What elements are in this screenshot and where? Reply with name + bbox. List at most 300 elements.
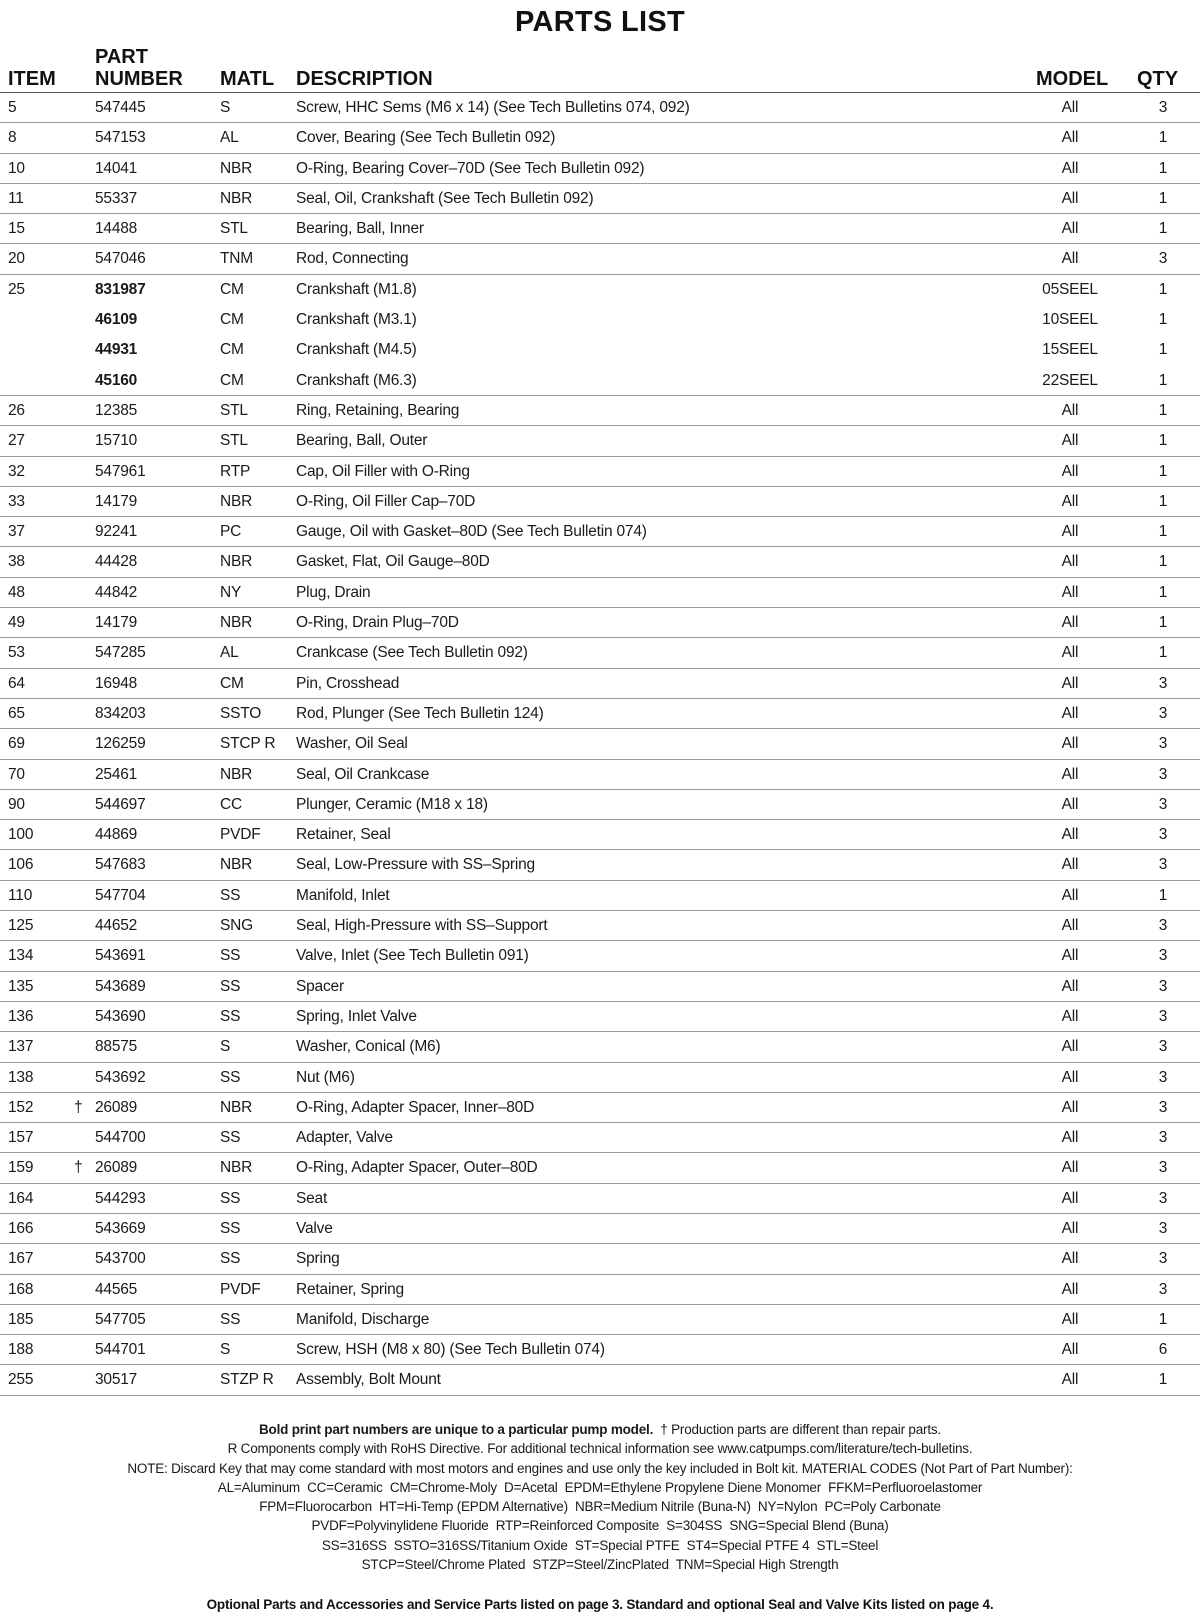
cell-qty: 3	[1158, 947, 1168, 965]
cell-description: Screw, HHC Sems (M6 x 14) (See Tech Bulletins 074, 092)	[296, 99, 690, 116]
cell-matl: S	[220, 1341, 231, 1359]
header-matl: MATL	[220, 68, 275, 90]
cell-qty: 1	[1158, 644, 1168, 662]
cell-part-number: 45160	[95, 371, 138, 389]
cell-item: 136	[8, 1007, 34, 1025]
table-row	[0, 1275, 1200, 1305]
cell-qty: 3	[1158, 795, 1168, 813]
cell-item: 110	[8, 886, 33, 904]
cell-qty: 1	[1158, 220, 1168, 238]
cell-part-number: 15710	[95, 432, 138, 450]
header-part-line1: PART	[95, 46, 148, 68]
cell-item: 168	[8, 1280, 34, 1298]
cell-description: Seal, Oil, Crankshaft (See Tech Bulletin 092)	[296, 189, 594, 207]
cell-qty: 1	[1158, 462, 1168, 480]
table-row	[0, 214, 1200, 244]
cell-matl: SS	[220, 1189, 241, 1207]
cell-model: All	[1061, 99, 1079, 116]
table-row	[0, 1153, 1200, 1183]
cell-item: 125	[8, 917, 34, 935]
cell-matl: NBR	[220, 189, 253, 207]
cell-item: 27	[8, 432, 25, 450]
table-row	[0, 275, 1200, 305]
cell-part-number: 16948	[95, 674, 138, 692]
cell-model: 15SEEL	[1042, 341, 1098, 359]
cell-dagger: †	[74, 1159, 83, 1177]
header-item: ITEM	[8, 68, 56, 90]
cell-description: Crankcase (See Tech Bulletin 092)	[296, 644, 528, 662]
cell-description: O-Ring, Adapter Spacer, Inner–80D	[296, 1098, 535, 1116]
cell-model: 05SEEL	[1042, 280, 1098, 298]
cell-model: All	[1061, 583, 1079, 601]
cell-qty: 1	[1158, 1310, 1168, 1328]
cell-description: Washer, Oil Seal	[296, 735, 408, 753]
cell-matl: SS	[220, 1250, 241, 1268]
table-row	[0, 790, 1200, 820]
material-codes-line: FPM=Fluorocarbon HT=Hi-Temp (EPDM Alternative) NBR=Medium Nitrile (Buna-N) NY=Nylon PC=Poly Carbonate	[259, 1499, 941, 1515]
cell-qty: 1	[1158, 614, 1168, 632]
cell-part-number: 92241	[95, 523, 138, 541]
cell-part-number: 44565	[95, 1280, 138, 1298]
cell-matl: STZP R	[220, 1371, 274, 1389]
cell-item: 5	[8, 99, 17, 116]
cell-description: Crankshaft (M4.5)	[296, 341, 417, 359]
cell-matl: SS	[220, 947, 241, 965]
table-row	[0, 1214, 1200, 1244]
cell-matl: STL	[220, 401, 248, 419]
table-row	[0, 426, 1200, 456]
cell-qty: 3	[1158, 1280, 1168, 1298]
cell-qty: 1	[1158, 1371, 1168, 1389]
cell-qty: 3	[1158, 856, 1168, 874]
cell-qty: 3	[1158, 1098, 1168, 1116]
cell-part-number: 543689	[95, 977, 146, 995]
cell-matl: STCP R	[220, 735, 276, 753]
header-part-line2: NUMBER	[95, 68, 183, 90]
cell-item: 152	[8, 1098, 34, 1116]
cell-item: 26	[8, 401, 25, 419]
table-row	[0, 1002, 1200, 1032]
table-row	[0, 123, 1200, 153]
cell-matl: CM	[220, 341, 244, 359]
cell-qty: 1	[1158, 280, 1168, 298]
cell-item: 137	[8, 1038, 34, 1056]
cell-qty: 3	[1158, 977, 1168, 995]
cell-part-number: 543692	[95, 1068, 146, 1086]
notes-line-legend	[0, 1420, 1200, 1439]
cell-model: All	[1061, 1038, 1079, 1056]
cell-description: Seat	[296, 1189, 328, 1207]
cell-qty: 3	[1158, 250, 1168, 268]
cell-matl: NBR	[220, 1098, 253, 1116]
cell-qty: 3	[1158, 735, 1168, 753]
table-row	[0, 244, 1200, 274]
cell-matl: NBR	[220, 614, 253, 632]
cell-item: 188	[8, 1341, 34, 1359]
cell-model: 10SEEL	[1042, 311, 1098, 329]
cell-model: All	[1061, 644, 1079, 662]
cell-part-number: 547285	[95, 644, 146, 662]
cell-matl: PVDF	[220, 826, 261, 844]
cell-qty: 1	[1158, 341, 1168, 359]
cell-model: All	[1061, 947, 1079, 965]
cell-part-number: 544700	[95, 1129, 146, 1147]
cell-matl: PVDF	[220, 1280, 261, 1298]
cell-model: All	[1061, 159, 1079, 177]
cell-description: Bearing, Ball, Outer	[296, 432, 428, 450]
cell-description: Seal, Oil Crankcase	[296, 765, 430, 783]
header-description: DESCRIPTION	[296, 68, 433, 90]
material-codes-line: AL=Aluminum CC=Ceramic CM=Chrome-Moly D=Acetal EPDM=Ethylene Propylene Diene Monomer FFKM=Perfluoroelastomer	[217, 1479, 983, 1495]
cell-qty: 1	[1158, 311, 1168, 329]
cell-item: 138	[8, 1068, 34, 1086]
cell-part-number: 44842	[95, 583, 138, 601]
cell-qty: 6	[1158, 1341, 1168, 1359]
cell-description: Retainer, Spring	[296, 1280, 404, 1298]
cell-description: Retainer, Seal	[296, 826, 391, 844]
table-row	[0, 1244, 1200, 1274]
cell-model: All	[1061, 795, 1079, 813]
header-qty: QTY	[1137, 68, 1179, 90]
table-row	[0, 517, 1200, 547]
cell-part-number: 544293	[95, 1189, 146, 1207]
cell-description: Gauge, Oil with Gasket–80D (See Tech Bulletin 074)	[296, 523, 647, 541]
cell-qty: 1	[1158, 189, 1168, 207]
cell-model: All	[1061, 553, 1079, 571]
table-row	[0, 366, 1200, 396]
cell-part-number: 25461	[95, 765, 138, 783]
dagger-note: † Production parts are different than repair parts.	[660, 1422, 941, 1437]
cell-item: 70	[8, 765, 25, 783]
material-codes-line: STCP=Steel/Chrome Plated STZP=Steel/ZincPlated TNM=Special High Strength	[361, 1557, 839, 1573]
cell-description: Seal, High-Pressure with SS–Support	[296, 917, 548, 935]
cell-matl: S	[220, 1038, 231, 1056]
cell-item: 49	[8, 614, 25, 632]
cell-description: Nut (M6)	[296, 1068, 355, 1086]
cell-matl: S	[220, 99, 231, 116]
cell-part-number: 44869	[95, 826, 138, 844]
cell-matl: TNM	[220, 250, 253, 268]
cell-item: 20	[8, 250, 25, 268]
cell-matl: CM	[220, 371, 244, 389]
cell-description: Manifold, Inlet	[296, 886, 390, 904]
cell-matl: PC	[220, 523, 242, 541]
cell-matl: SNG	[220, 917, 253, 935]
cell-qty: 1	[1158, 159, 1168, 177]
cell-qty: 1	[1158, 432, 1168, 450]
cell-matl: NBR	[220, 856, 253, 874]
cell-item: 32	[8, 462, 25, 480]
cell-description: Bearing, Ball, Inner	[296, 220, 424, 238]
cell-model: All	[1061, 765, 1079, 783]
cell-matl: STL	[220, 220, 248, 238]
table-row	[0, 184, 1200, 214]
cell-model: All	[1061, 856, 1079, 874]
cell-description: Spring	[296, 1250, 340, 1268]
cell-qty: 3	[1158, 1129, 1168, 1147]
notes-block	[0, 1420, 1200, 1574]
table-row	[0, 396, 1200, 426]
cell-description: Screw, HSH (M8 x 80) (See Tech Bulletin 074)	[296, 1341, 605, 1359]
cell-model: All	[1061, 250, 1079, 268]
cell-model: All	[1061, 1371, 1079, 1389]
cell-dagger: †	[74, 1098, 83, 1116]
table-row	[0, 1335, 1200, 1365]
cell-item: 255	[8, 1371, 34, 1389]
cell-description: Washer, Conical (M6)	[296, 1038, 441, 1056]
table-row	[0, 92, 1200, 123]
cell-part-number: 14041	[95, 159, 138, 177]
cell-description: Manifold, Discharge	[296, 1310, 430, 1328]
cell-part-number: 26089	[95, 1159, 138, 1177]
cell-qty: 3	[1158, 99, 1168, 116]
cell-description: Ring, Retaining, Bearing	[296, 401, 460, 419]
cell-matl: SS	[220, 1219, 241, 1237]
cell-description: Pin, Crosshead	[296, 674, 400, 692]
cell-qty: 3	[1158, 674, 1168, 692]
cell-description: Valve, Inlet (See Tech Bulletin 091)	[296, 947, 529, 965]
table-row	[0, 547, 1200, 577]
cell-description: Valve	[296, 1219, 333, 1237]
table-row	[0, 881, 1200, 911]
cell-item: 134	[8, 947, 34, 965]
table-row	[0, 699, 1200, 729]
table-row	[0, 669, 1200, 699]
cell-qty: 1	[1158, 886, 1168, 904]
cell-matl: NBR	[220, 159, 253, 177]
cell-qty: 3	[1158, 1250, 1168, 1268]
cell-part-number: 547153	[95, 129, 146, 147]
cell-model: All	[1061, 1310, 1079, 1328]
cell-matl: NBR	[220, 492, 253, 510]
table-row	[0, 578, 1200, 608]
cell-model: All	[1061, 826, 1079, 844]
cell-item: 48	[8, 583, 25, 601]
cell-description: Plunger, Ceramic (M18 x 18)	[296, 795, 488, 813]
cell-part-number: 543669	[95, 1219, 146, 1237]
cell-item: 53	[8, 644, 25, 662]
cell-item: 69	[8, 735, 25, 753]
cell-part-number: 44652	[95, 917, 138, 935]
cell-matl: SS	[220, 886, 241, 904]
table-row	[0, 638, 1200, 668]
cell-model: All	[1061, 917, 1079, 935]
cell-item: 38	[8, 553, 25, 571]
cell-qty: 3	[1158, 1007, 1168, 1025]
cell-part-number: 30517	[95, 1371, 138, 1389]
cell-qty: 1	[1158, 583, 1168, 601]
cell-matl: NBR	[220, 765, 253, 783]
cell-part-number: 88575	[95, 1038, 138, 1056]
cell-qty: 1	[1158, 371, 1168, 389]
table-row	[0, 820, 1200, 850]
cell-model: All	[1061, 614, 1079, 632]
footer-note: Optional Parts and Accessories and Service Parts listed on page 3. Standard and optional Seal and Valve Kits listed on page 4.	[206, 1597, 994, 1612]
cell-qty: 1	[1158, 401, 1168, 419]
cell-item: 33	[8, 492, 25, 510]
cell-matl: CM	[220, 280, 244, 298]
table-row	[0, 911, 1200, 941]
cell-qty: 1	[1158, 523, 1168, 541]
cell-description: Spring, Inlet Valve	[296, 1007, 417, 1025]
cell-matl: STL	[220, 432, 248, 450]
notes-line: NOTE: Discard Key that may come standard with most motors and engines and use only the key included in Bolt kit. MATERIAL CODES (Not Part of Part Number):	[127, 1460, 1073, 1476]
cell-matl: AL	[220, 129, 239, 147]
table-row	[0, 1093, 1200, 1123]
cell-qty: 3	[1158, 917, 1168, 935]
cell-part-number: 543691	[95, 947, 146, 965]
page-title: PARTS LIST	[514, 6, 686, 38]
table-row	[0, 305, 1200, 335]
table-row	[0, 1123, 1200, 1153]
cell-description: Gasket, Flat, Oil Gauge–80D	[296, 553, 490, 571]
cell-part-number: 547705	[95, 1310, 146, 1328]
table-row	[0, 1305, 1200, 1335]
cell-matl: CC	[220, 795, 242, 813]
table-row	[0, 154, 1200, 184]
cell-model: All	[1061, 189, 1079, 207]
cell-model: All	[1061, 401, 1079, 419]
cell-matl: SS	[220, 1007, 241, 1025]
cell-qty: 3	[1158, 826, 1168, 844]
cell-item: 166	[8, 1219, 34, 1237]
cell-part-number: 547683	[95, 856, 146, 874]
cell-model: All	[1061, 1129, 1079, 1147]
cell-matl: NBR	[220, 1159, 253, 1177]
cell-part-number: 544701	[95, 1341, 146, 1359]
cell-part-number: 831987	[95, 280, 146, 298]
cell-item: 164	[8, 1189, 34, 1207]
table-row	[0, 1365, 1200, 1395]
cell-model: All	[1061, 1159, 1079, 1177]
cell-qty: 3	[1158, 1038, 1168, 1056]
cell-model: All	[1061, 977, 1079, 995]
cell-part-number: 26089	[95, 1098, 138, 1116]
cell-part-number: 44931	[95, 341, 138, 359]
cell-model: All	[1061, 1250, 1079, 1268]
table-row	[0, 972, 1200, 1002]
cell-description: Plug, Drain	[296, 583, 371, 601]
cell-part-number: 547961	[95, 462, 146, 480]
cell-part-number: 14179	[95, 492, 138, 510]
cell-qty: 1	[1158, 492, 1168, 510]
cell-description: O-Ring, Adapter Spacer, Outer–80D	[296, 1159, 538, 1177]
cell-part-number: 14488	[95, 220, 138, 238]
cell-qty: 3	[1158, 1068, 1168, 1086]
cell-model: All	[1061, 674, 1079, 692]
cell-part-number: 44428	[95, 553, 138, 571]
material-codes-line: PVDF=Polyvinylidene Fluoride RTP=Reinforced Composite S=304SS SNG=Special Blend (Buna)	[311, 1518, 889, 1534]
cell-item: 135	[8, 977, 34, 995]
cell-model: All	[1061, 523, 1079, 541]
cell-item: 167	[8, 1250, 34, 1268]
cell-model: All	[1061, 1098, 1079, 1116]
cell-part-number: 547704	[95, 886, 146, 904]
cell-matl: CM	[220, 674, 244, 692]
cell-description: Adapter, Valve	[296, 1129, 393, 1147]
cell-qty: 3	[1158, 704, 1168, 722]
table-row	[0, 1032, 1200, 1062]
table-row	[0, 941, 1200, 971]
cell-part-number: 14179	[95, 614, 138, 632]
cell-model: All	[1061, 1068, 1079, 1086]
cell-item: 25	[8, 280, 25, 298]
cell-description: Crankshaft (M3.1)	[296, 311, 417, 329]
cell-model: All	[1061, 462, 1079, 480]
cell-qty: 1	[1158, 129, 1168, 147]
cell-matl: SSTO	[220, 704, 262, 722]
cell-part-number: 12385	[95, 401, 138, 419]
cell-model: All	[1061, 1007, 1079, 1025]
table-row	[0, 487, 1200, 517]
table-row	[0, 608, 1200, 638]
cell-item: 65	[8, 704, 25, 722]
cell-description: Rod, Plunger (See Tech Bulletin 124)	[296, 704, 544, 722]
material-codes-line: SS=316SS SSTO=316SS/Titanium Oxide ST=Special PTFE ST4=Special PTFE 4 STL=Steel	[321, 1537, 879, 1553]
notes-line: R Components comply with RoHS Directive. For additional technical information see www.catpumps.com/literature/tech-bulletins.	[227, 1441, 973, 1457]
cell-qty: 1	[1158, 553, 1168, 571]
cell-model: All	[1061, 1219, 1079, 1237]
cell-part-number: 46109	[95, 311, 138, 329]
cell-part-number: 547445	[95, 99, 146, 116]
table-row	[0, 1184, 1200, 1214]
cell-description: Seal, Low-Pressure with SS–Spring	[296, 856, 535, 874]
cell-item: 64	[8, 674, 25, 692]
cell-item: 90	[8, 795, 25, 813]
header-model: MODEL	[1036, 68, 1109, 90]
cell-qty: 3	[1158, 765, 1168, 783]
cell-model: All	[1061, 1280, 1079, 1298]
cell-description: Spacer	[296, 977, 344, 995]
cell-item: 10	[8, 159, 25, 177]
table-header	[0, 44, 1200, 92]
table-row	[0, 850, 1200, 880]
cell-description: O-Ring, Bearing Cover–70D (See Tech Bulletin 092)	[296, 159, 645, 177]
cell-matl: RTP	[220, 462, 251, 480]
cell-model: All	[1061, 432, 1079, 450]
cell-model: All	[1061, 129, 1079, 147]
cell-matl: SS	[220, 1129, 241, 1147]
cell-item: 106	[8, 856, 34, 874]
cell-description: Cover, Bearing (See Tech Bulletin 092)	[296, 129, 556, 147]
cell-matl: AL	[220, 644, 239, 662]
cell-matl: SS	[220, 977, 241, 995]
cell-model: All	[1061, 1189, 1079, 1207]
cell-matl: NBR	[220, 553, 253, 571]
cell-description: Assembly, Bolt Mount	[296, 1371, 441, 1389]
cell-qty: 3	[1158, 1159, 1168, 1177]
cell-qty: 3	[1158, 1189, 1168, 1207]
cell-model: All	[1061, 220, 1079, 238]
cell-model: All	[1061, 886, 1079, 904]
cell-item: 37	[8, 523, 25, 541]
parts-table	[0, 92, 1200, 1396]
table-row	[0, 1063, 1200, 1093]
cell-model: All	[1061, 492, 1079, 510]
table-row	[0, 729, 1200, 759]
cell-item: 15	[8, 220, 25, 238]
cell-part-number: 544697	[95, 795, 146, 813]
cell-matl: NY	[220, 583, 242, 601]
cell-part-number: 543690	[95, 1007, 146, 1025]
bold-note: Bold print part numbers are unique to a particular pump model.	[259, 1422, 654, 1437]
cell-matl: SS	[220, 1310, 241, 1328]
table-row	[0, 457, 1200, 487]
cell-part-number: 55337	[95, 189, 138, 207]
cell-item: 159	[8, 1159, 34, 1177]
cell-item: 100	[8, 826, 34, 844]
cell-description: Crankshaft (M1.8)	[296, 280, 417, 298]
